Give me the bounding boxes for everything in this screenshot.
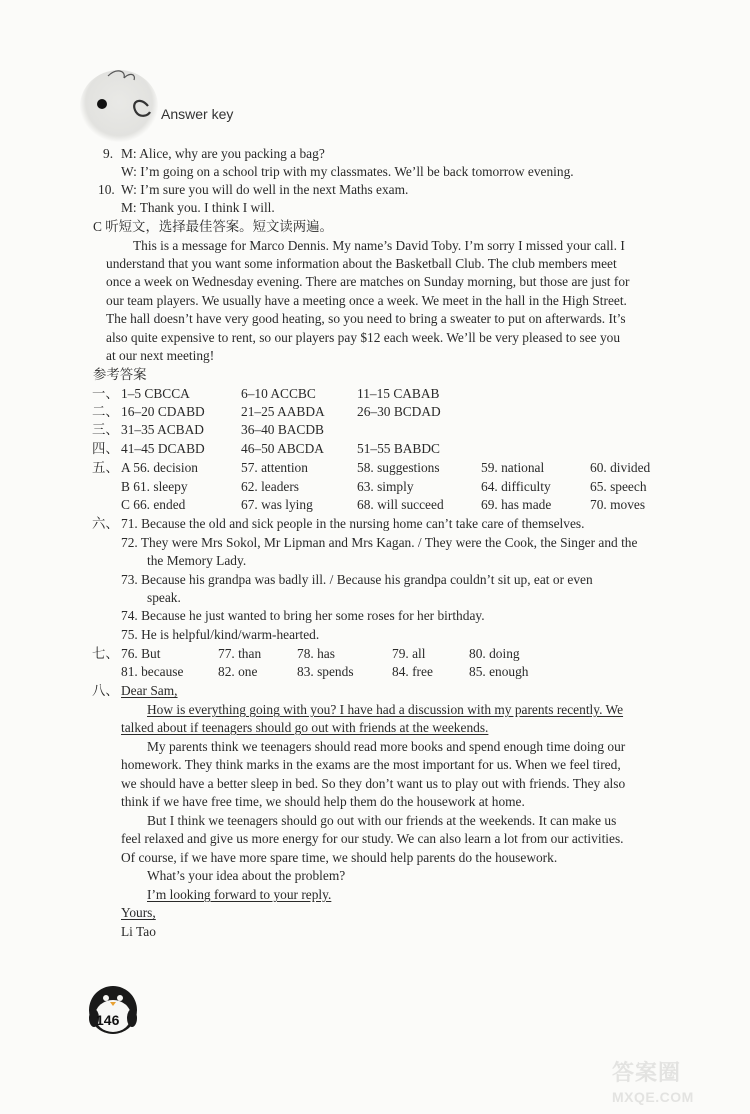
- answer-cell: 64. difficulty: [481, 479, 551, 494]
- passage-line: The hall doesn’t have very good heating, so you need to bring a sweater to put on afterwards. It’s: [106, 311, 626, 326]
- answer-cell: 83. spends: [297, 664, 354, 679]
- section-label: 六、: [92, 516, 119, 531]
- answer-cell: 1–5 CBCCA: [121, 386, 190, 401]
- answer-cell: 51–55 BABDC: [357, 441, 440, 456]
- answer-cell: 31–35 ACBAD: [121, 422, 204, 437]
- section-label: 八、: [92, 683, 119, 698]
- page-number: 146: [96, 1012, 120, 1028]
- letter-line: Of course, if we have more spare time, we should help parents do the housework.: [121, 850, 558, 865]
- answer-cell: 78. has: [297, 646, 335, 661]
- answer-cell: 11–15 CABAB: [357, 386, 440, 401]
- answer-cell: 76. But: [121, 646, 161, 661]
- answer-line: 74. Because he just wanted to bring her some roses for her birthday.: [121, 608, 485, 623]
- passage-line: at our next meeting!: [106, 348, 215, 363]
- section-label: 五、: [92, 460, 119, 475]
- answer-cell: 16–20 CDABD: [121, 404, 205, 419]
- answer-cell: 65. speech: [590, 479, 647, 494]
- answer-cell: 36–40 BACDB: [241, 422, 324, 437]
- answer-line: 71. Because the old and sick people in the nursing home can’t take care of themselves.: [121, 516, 585, 531]
- answer-cell: 21–25 AABDA: [241, 404, 325, 419]
- passage-line: also quite expensive to rent, so our players pay $12 each week. We’ll be very pleased to see you: [106, 330, 621, 345]
- watermark-logo-text: 答案圈: [612, 1060, 682, 1085]
- answer-cell: 79. all: [392, 646, 426, 661]
- answer-cell: 60. divided: [590, 460, 651, 475]
- section-c-heading: C 听短文，选择最佳答案。短文读两遍。: [93, 219, 333, 234]
- section-label: 二、: [92, 404, 119, 419]
- letter-line: we should have a better sleep in bed. So they don’t want us to play out with friends. They also: [121, 776, 626, 791]
- letter-line: What’s your idea about the problem?: [147, 868, 346, 883]
- answer-cell: A 56. decision: [121, 460, 198, 475]
- dialogue-number: 10.: [98, 182, 115, 197]
- dialogue-line: M: Alice, why are you packing a bag?: [121, 146, 325, 161]
- letter-line: My parents think we teenagers should read more books and spend enough time doing our: [147, 739, 626, 754]
- letter-line: talked about if teenagers should go out with friends at the weekends.: [121, 720, 489, 735]
- letter-closing: Yours,: [121, 905, 156, 920]
- letter-greeting: Dear Sam,: [121, 683, 178, 698]
- passage-line: our team players. We usually have a meeting once a week. We meet in the hall in the High Street.: [106, 293, 627, 308]
- header-title: Answer key: [161, 106, 234, 122]
- letter-line: But I think we teenagers should go out with our friends at the weekends. It can make us: [147, 813, 617, 828]
- dialogue-number: 9.: [103, 146, 114, 161]
- answer-cell: 80. doing: [469, 646, 520, 661]
- answer-line: the Memory Lady.: [147, 553, 247, 568]
- dialogue-line: W: I’m going on a school trip with my classmates. We’ll be back tomorrow evening.: [121, 164, 574, 179]
- answer-cell: 58. suggestions: [357, 460, 440, 475]
- answer-cell: 68. will succeed: [357, 497, 444, 512]
- section-label: 七、: [92, 646, 119, 661]
- letter-signature: Li Tao: [121, 924, 156, 939]
- section-label: 四、: [92, 441, 119, 456]
- answer-line: 72. They were Mrs Sokol, Mr Lipman and Mrs Kagan. / They were the Cook, the Singer and the: [121, 535, 638, 550]
- passage-line: once a week on Wednesday evening. There are matches on Sunday morning, but those are just for: [106, 274, 630, 289]
- answer-cell: 77. than: [218, 646, 262, 661]
- answer-cell: 57. attention: [241, 460, 308, 475]
- answer-cell: 69. has made: [481, 497, 552, 512]
- dialogue-line: M: Thank you. I think I will.: [121, 200, 275, 215]
- answer-cell: 26–30 BCDAD: [357, 404, 441, 419]
- answer-cell: 67. was lying: [241, 497, 313, 512]
- letter-line: think if we have free time, we should help them do the housework at home.: [121, 794, 525, 809]
- watermark: [612, 1062, 694, 1108]
- answer-cell: B 61. sleepy: [121, 479, 188, 494]
- passage-line: This is a message for Marco Dennis. My name’s David Toby. I’m sorry I missed your call. I: [133, 238, 625, 253]
- answer-cell: 62. leaders: [241, 479, 300, 494]
- answer-line: speak.: [147, 590, 181, 605]
- dialogue-line: W: I’m sure you will do well in the next Maths exam.: [121, 182, 409, 197]
- letter-line: I’m looking forward to your reply.: [147, 887, 332, 902]
- answer-line: 73. Because his grandpa was badly ill. / Because his grandpa couldn’t sit up, eat or even: [121, 572, 593, 587]
- answer-cell: 63. simply: [357, 479, 414, 494]
- answer-cell: 46–50 ABCDA: [241, 441, 324, 456]
- answer-cell: 59. national: [481, 460, 545, 475]
- letter-line: homework. They think marks in the exams are the most important for us. When we feel tired,: [121, 757, 621, 772]
- answer-line: 75. He is helpful/kind/warm-hearted.: [121, 627, 320, 642]
- answer-cell: 6–10 ACCBC: [241, 386, 316, 401]
- passage-line: understand that you want some information about the Basketball Club. The club members meet: [106, 256, 617, 271]
- answer-cell: C 66. ended: [121, 497, 186, 512]
- section-label: 三、: [92, 422, 119, 437]
- watermark-url: MXQE.COM: [612, 1089, 694, 1105]
- answer-cell: 85. enough: [469, 664, 529, 679]
- letter-line: How is everything going with you? I have had a discussion with my parents recently. We: [147, 702, 624, 717]
- answer-cell: 41–45 DCABD: [121, 441, 205, 456]
- apple-mascot-icon: [78, 66, 158, 136]
- answers-heading: 参考答案: [93, 367, 147, 382]
- section-label: 一、: [92, 386, 119, 401]
- answer-cell: 84. free: [392, 664, 433, 679]
- letter-line: feel relaxed and give us more energy for our study. We can also learn a lot from our activities.: [121, 831, 624, 846]
- answer-cell: 82. one: [218, 664, 258, 679]
- answer-cell: 70. moves: [590, 497, 646, 512]
- answer-cell: 81. because: [121, 664, 184, 679]
